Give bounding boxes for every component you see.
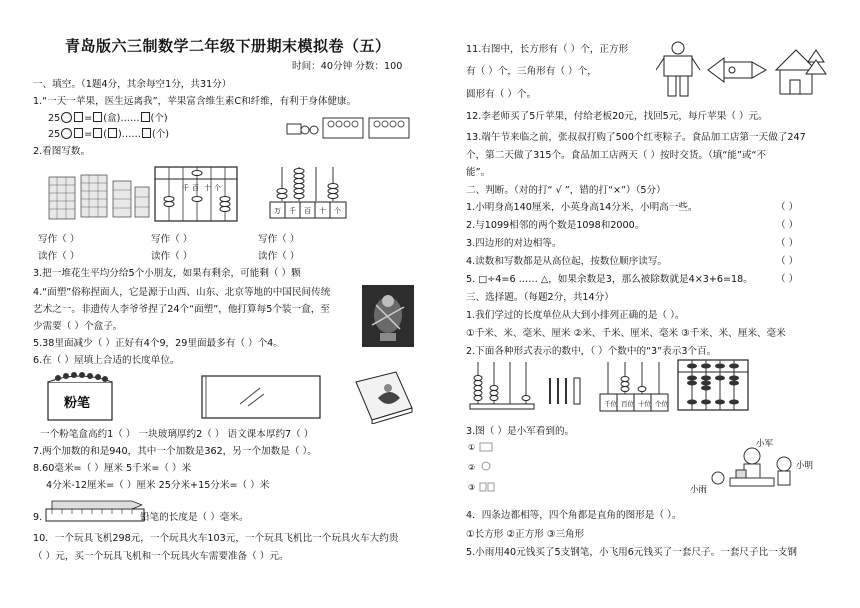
answer-box (93, 112, 102, 122)
abacus-label-ge: 个 (214, 184, 221, 192)
choice-3-options (468, 440, 528, 500)
judge-item-3: 3.四边形的对边相等。 (466, 238, 562, 249)
pencil-ruler-figure (44, 497, 146, 525)
apple-boxes-illustration (285, 110, 415, 144)
abacus2-label-bai: 百 (304, 207, 311, 215)
read-blank-1: 读作（ ） (38, 251, 80, 262)
question-4-line-2: 艺术之一。非遗传人李爷爷捏了24个“面塑”，他打算每5个装一盒，至 (33, 304, 330, 315)
question-11-line-1: 11.右图中，长方形有（ ）个，正方形 (466, 44, 629, 55)
write-blank-3: 写作（ ） (258, 234, 300, 245)
chalk-box-illustration (44, 368, 122, 424)
exam-meta: 时间：40分钟 分数：100 (292, 61, 403, 72)
place-value-cubes-figure (45, 163, 155, 227)
q1-unit-box: (盒)…… (103, 113, 140, 124)
label-xiaoming: 小明 (796, 461, 814, 471)
answer-box (108, 128, 117, 138)
answer-box (141, 112, 150, 122)
question-11-line-3: 圆形有（ ）个。 (466, 89, 537, 100)
abacus-label-shi: 十 (204, 184, 211, 192)
abacus2-label-shi: 十 (319, 207, 326, 215)
answer-box (142, 128, 151, 138)
question-9-number: 9. (33, 512, 43, 523)
choice-4: 4．四条边都相等，四个角都是直角的图形是（ ）。 (466, 510, 682, 521)
judge-answer-5: （ ） (776, 274, 799, 285)
operator-blank (61, 112, 72, 123)
shapes-figure (656, 40, 832, 100)
c3-option-3-marker: ③ (468, 483, 476, 492)
section-fill-blank: 一、填空。（1题4分，其余每空1分，共31分） (33, 79, 232, 90)
judge-item-5: 5. □÷4=6 …… △，如果余数是3，那么被除数就是4×3+6=18。 (466, 274, 753, 285)
judge-item-1: 1.小明身高140厘米，小英身高14分米，小明高一些。 (466, 202, 698, 213)
q1-equation-2: 25 = ( )…… (个) (48, 129, 170, 140)
choice-3: 3.图（ ）是小军看到的。 (466, 426, 575, 437)
write-blank-2: 写作（ ） (151, 234, 193, 245)
abacus2-label-ge: 个 (334, 207, 341, 215)
q1-equation-1: 25 = (盒)…… (个) (48, 113, 168, 124)
read-blank-2: 读作（ ） (151, 251, 193, 262)
q1-dividend-1: 25 (48, 113, 61, 124)
question-6: 6.在（ ）屋填上合适的长度单位。 (33, 355, 180, 366)
dough-figurine-photo (362, 285, 414, 347)
abacus-label-bai: 百 (192, 184, 199, 192)
judge-item-4: 4.读数和写数都是从高位起，按数位顺序读写。 (466, 256, 668, 267)
abacus-figure-2 (266, 163, 356, 229)
question-9: 铅笔的长度是（ ）毫米。 (140, 512, 249, 523)
question-6-answers: 一个粉笔盒高约1（ ） 一块玻璃厚约2（ ） 语文课本厚约7（ ） (40, 429, 314, 440)
write-blank-1: 写作（ ） (38, 234, 80, 245)
question-10-line-2: （ ）元，买一个玩具飞机和一个玩具火车需要准备（ ）元。 (33, 551, 289, 562)
q1-unit-apple-2: (个) (151, 129, 170, 140)
choice-2-figures (468, 358, 830, 414)
question-4-line-3: 少需要（ ）个盒子。 (33, 321, 123, 332)
question-12: 12.李老师买了5斤苹果，付给老板20元，找回5元，每斤苹果（ ）元。 (466, 111, 768, 122)
abacus-figure-1 (152, 163, 242, 229)
chalk-box-label: 粉笔 (64, 396, 91, 411)
choice-5: 5.小雨用40元钱买了5支钢笔，小飞用6元钱买了一套尺子。一套尺子比一支钢 (466, 547, 797, 558)
glass-pane-illustration (200, 372, 324, 424)
choice-3-scene (690, 434, 830, 498)
q1-dividend-2: 25 (48, 129, 61, 140)
textbook-illustration (352, 368, 416, 424)
question-7: 7.两个加数的和是940，其中一个加数是362，另一个加数是（ ）。 (33, 446, 317, 457)
answer-box (74, 128, 83, 138)
question-5: 5.38里面减少（ ）正好有4个9，29里面最多有（ ）个4。 (33, 338, 283, 349)
section-judge: 二、判断。（对的打“ √ ”，错的打“×”）（5分） (466, 185, 666, 196)
c2-label-qian: 千位 (604, 400, 617, 408)
section-choice: 三、选择题。（每题2分，共14分） (466, 292, 614, 303)
answer-box (74, 112, 83, 122)
abacus2-label-wan: 万 (274, 207, 281, 215)
c3-option-2-marker: ② (468, 463, 476, 472)
c2-label-bai: 百位 (621, 400, 634, 408)
operator-blank (61, 128, 72, 139)
answer-box (93, 128, 102, 138)
question-13-line-2: 个，第二天做了315个。食品加工店两天（ ）按时交货。（填“能”或“不 (466, 150, 767, 161)
exam-title: 青岛版六三制数学二年级下册期末模拟卷（五） (65, 37, 391, 55)
judge-answer-3: （ ） (776, 238, 799, 249)
question-13-line-3: 能”。 (466, 167, 491, 178)
q1-unit-apple: (个) (150, 113, 168, 124)
choice-4-options: ①长方形 ②正方形 ③三角形 (466, 529, 585, 540)
question-11-line-2: 有（ ）个，三角形有（ ）个， (466, 66, 597, 77)
question-1: 1.“一天一苹果，医生远离我”，苹果富含维生素C和纤维，有利于身体健康。 (33, 96, 357, 107)
c2-label-shi: 十位 (638, 400, 651, 408)
q1-ellipsis: …… (121, 129, 141, 140)
question-2: 2.看图写数。 (33, 146, 91, 157)
choice-1-options: ①千米、米、毫米、厘米 ②米、千米、厘米、毫米 ③千米、米、厘米、毫米 (466, 328, 786, 339)
question-13-line-1: 13.端午节来临之前，张叔叔打购了500个红枣粽子。食品加工店第一天做了247 (466, 132, 806, 143)
c3-option-1-marker: ① (468, 443, 476, 452)
judge-answer-1: （ ） (776, 202, 799, 213)
question-10-line-1: 10．一个玩具飞机298元，一个玩具火车103元，一个玩具飞机比一个玩具火车大约贵 (33, 533, 399, 544)
label-xiaoyu: 小雨 (690, 485, 708, 495)
abacus2-label-qian: 千 (289, 207, 296, 215)
label-xiaojun: 小军 (756, 439, 774, 449)
question-8-line-2: 4分米-12厘米=（ ）厘米 25分米+15分米=（ ）米 (46, 480, 270, 491)
judge-answer-2: （ ） (776, 220, 799, 231)
choice-1: 1.我们学过的长度单位从大到小排列正确的是（ ）。 (466, 310, 685, 321)
choice-2: 2.下面各种形式表示的数中，（ ）个数中的“3”表示3个百。 (466, 346, 717, 357)
judge-answer-4: （ ） (776, 256, 799, 267)
read-blank-3: 读作（ ） (258, 251, 300, 262)
question-3: 3.把一堆花生平均分给5个小朋友，如果有剩余，可能剩（ ）颗 (33, 268, 301, 279)
question-4-line-1: 4.“面塑”俗称捏面人，它是源于山西、山东、北京等地的中国民间传统 (33, 287, 331, 298)
c2-label-ge: 个位 (655, 400, 668, 408)
question-8-line-1: 8.60毫米=（ ）厘米 5千米=（ ）米 (33, 463, 192, 474)
abacus-label-qian: 千 (182, 184, 189, 192)
judge-item-2: 2.与1099相邻的两个数是1098和2000。 (466, 220, 645, 231)
